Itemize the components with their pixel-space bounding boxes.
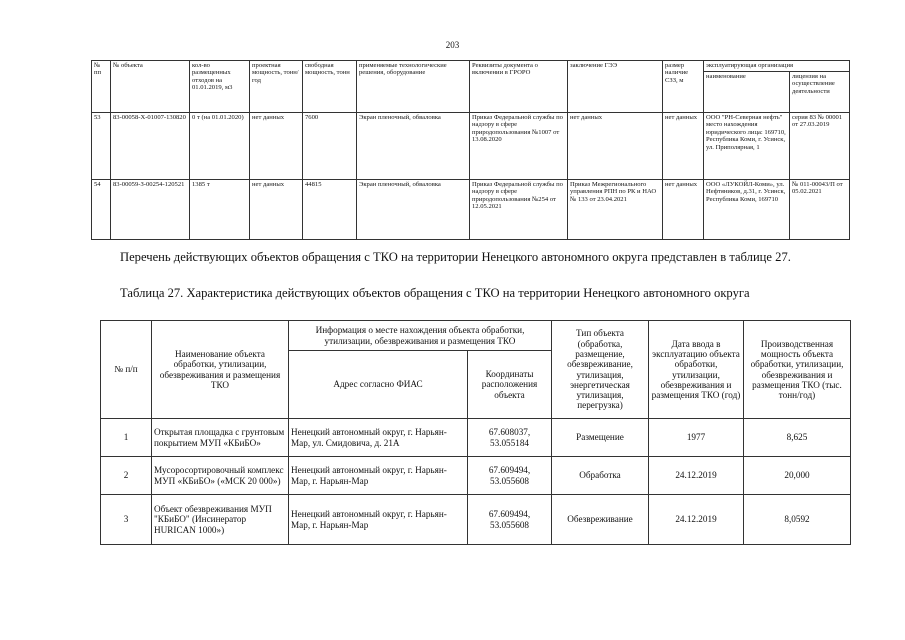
t1-head-num: № пп [92,61,111,113]
cell-capacity: 8,0592 [744,495,851,545]
cell-design-cap: нет данных [250,113,303,180]
cell-num: 3 [101,495,152,545]
t2-head-address: Адрес согласно ФИАС [289,351,468,419]
t1-head-tech: применяемые технологические решения, оборудование [357,61,470,113]
cell-capacity: 20,000 [744,457,851,495]
cell-name: Мусоросортировочный комплекс МУП «КБиБО» («МСК 20 000») [152,457,289,495]
cell-type: Обработка [552,457,649,495]
cell-waste-qty: 1385 т [190,180,250,240]
table-row [101,419,851,457]
cell-num: 2 [101,457,152,495]
cell-org-name: ООО «ЛУКОЙЛ-Коми», ул. Нефтяников, д.31, г. Усинск, Республика Коми, 169710 [704,180,790,240]
cell-capacity: 8,625 [744,419,851,457]
cell-coords: 67.608037, 53.055184 [468,419,552,457]
t1-head-szz: размер наличие СЗЗ, м [663,61,704,113]
t1-head-obj-no: № объекта [111,61,190,113]
cell-coords: 67.609494, 53.055608 [468,457,552,495]
cell-date: 1977 [649,419,744,457]
table-row [92,180,850,240]
cell-num: 53 [92,113,111,180]
cell-obj-no: 83-00058-Х-01007-130820 [111,113,190,180]
cell-type: Размещение [552,419,649,457]
cell-waste-qty: 0 т (на 01.01.2020) [190,113,250,180]
t1-head-free-cap: свободная мощность, тонн [303,61,357,113]
table-row [92,113,850,180]
tko-facilities-table [100,320,851,545]
cell-coords: 67.609494, 53.055608 [468,495,552,545]
cell-address: Ненецкий автономный округ, г. Нарьян-Мар, г. Нарьян-Мар [289,457,468,495]
t2-head-capacity: Производственная мощность объекта обработки, утилизации, обезвреживания и размещения ТКО (тыс. тонн/год) [744,321,851,419]
t2-head-name: Наименование объекта обработки, утилизации, обезвреживания и размещения ТКО [152,321,289,419]
cell-doc: Приказ Федеральной службы по надзору в сфере природопользования №254 от 12.05.2021 [470,180,568,240]
cell-doc: Приказ Федеральной службы по надзору в сфере природопользования №1007 от 13.08.2020 [470,113,568,180]
cell-address: Ненецкий автономный округ, г. Нарьян-Мар, г. Нарьян-Мар [289,495,468,545]
cell-org-name: ООО "РН-Северная нефть" место нахождения юридического лица: 169710, Республика Коми, г. Усинск, ул. Приполярная, 1 [704,113,790,180]
page-number: 203 [445,40,460,50]
cell-szz: нет данных [663,113,704,180]
cell-gee: Приказ Межрегионального управления РПН по РК и НАО № 133 от 23.04.2021 [568,180,663,240]
cell-design-cap: нет данных [250,180,303,240]
t1-head-doc: Реквизиты документа о включении в ГРОРО [470,61,568,113]
cell-type: Обезвреживание [552,495,649,545]
t2-head-coords: Координаты расположения объекта [468,351,552,419]
t1-head-waste-qty: кол-во размещенных отходов на 01.01.2019, м3 [190,61,250,113]
intro-paragraph: Перечень действующих объектов обращения с ТКО на территории Ненецкого автономного округа представлен в таблице 27. [120,250,791,264]
cell-gee: нет данных [568,113,663,180]
cell-obj-no: 83-00059-З-00254-120521 [111,180,190,240]
cell-tech: Экран пленочный, обваловка [357,113,470,180]
cell-license: № 011-00043/П от 05.02.2021 [790,180,850,240]
waste-sites-table [91,60,850,240]
cell-date: 24.12.2019 [649,495,744,545]
t2-head-num: № п/п [101,321,152,419]
cell-date: 24.12.2019 [649,457,744,495]
cell-num: 1 [101,419,152,457]
t1-head-license: лицензия на осуществление деятельности [790,72,850,113]
t1-head-org-group: эксплуатирующая организация [704,61,850,72]
cell-address: Ненецкий автономный округ, г. Нарьян-Мар, ул. Смидовича, д. 21А [289,419,468,457]
t1-head-design-cap: проектная мощность, тонн/год [250,61,303,113]
cell-name: Открытая площадка с грунтовым покрытием МУП «КБиБО» [152,419,289,457]
table-row [101,457,851,495]
t2-head-date: Дата ввода в эксплуатацию объекта обработки, утилизации, обезвреживания и размещения ТКО (год) [649,321,744,419]
t2-head-type: Тип объекта (обработка, размещение, обезвреживание, утилизация, энергетическая утилизация, перегрузка) [552,321,649,419]
t2-head-info-group: Информация о месте нахождения объекта обработки, утилизации, обезвреживания и размещения ТКО [289,321,552,351]
cell-tech: Экран пленочный, обваловка [357,180,470,240]
cell-num: 54 [92,180,111,240]
t1-head-gee: заключение ГЭЭ [568,61,663,113]
cell-name: Объект обезвреживания МУП "КБиБО" (Инсинератор HURICAN 1000») [152,495,289,545]
cell-szz: нет данных [663,180,704,240]
cell-license: серия 83 № 00001 от 27.03.2019 [790,113,850,180]
cell-free-cap: 44815 [303,180,357,240]
table-row [101,495,851,545]
table-caption: Таблица 27. Характеристика действующих объектов обращения с ТКО на территории Ненецкого автономного округа [120,286,750,300]
cell-free-cap: 7600 [303,113,357,180]
t1-head-org-name: наименование [704,72,790,113]
